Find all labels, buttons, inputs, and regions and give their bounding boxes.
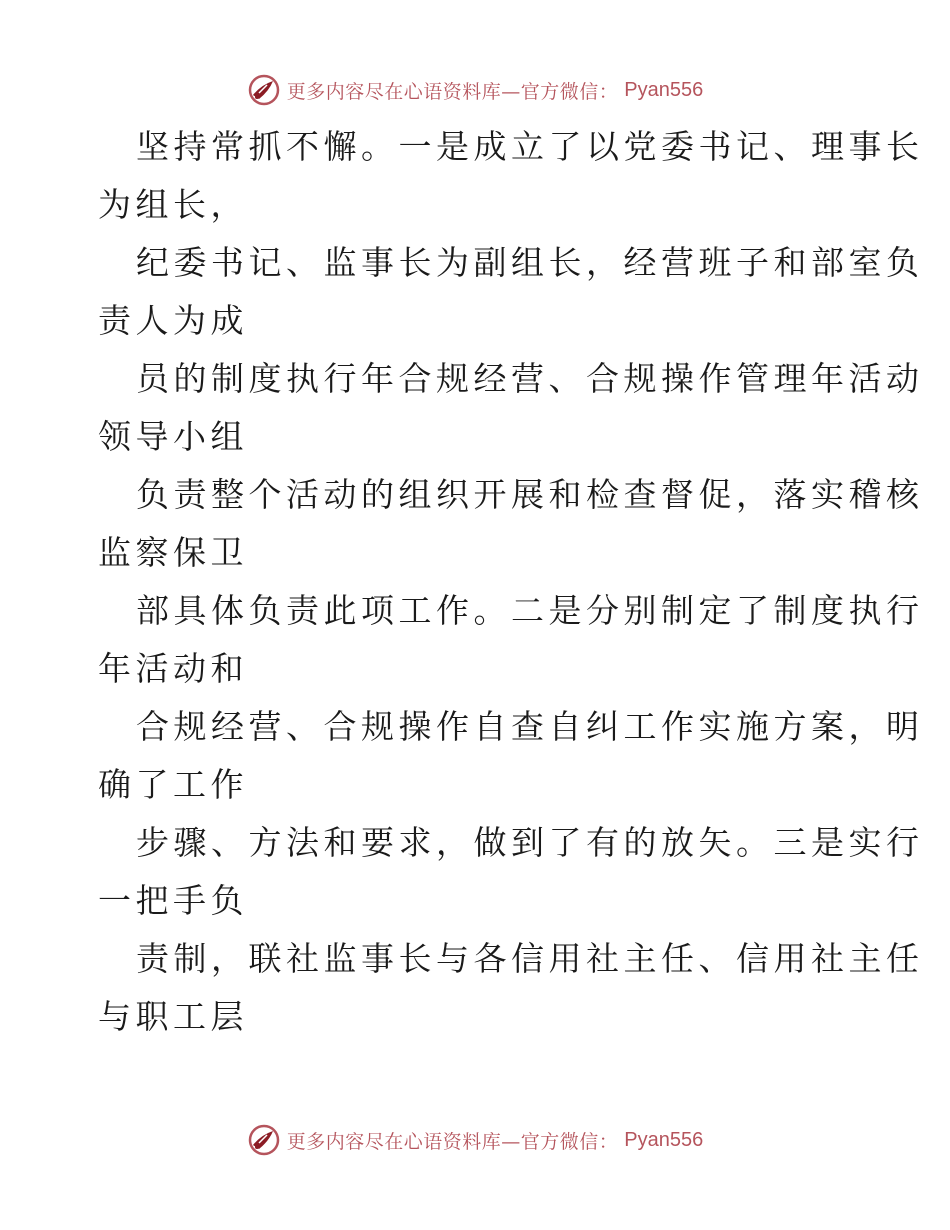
body-line: 责人为成 [98, 301, 248, 340]
body-line: 合规经营、合规操作自查自纠工作实施方案，明 [136, 707, 924, 746]
pen-logo-icon [247, 1123, 281, 1157]
body-line: 年活动和 [98, 649, 248, 688]
document-body [98, 118, 924, 1046]
footer-banner [0, 1120, 950, 1160]
pen-logo-icon [247, 73, 281, 107]
wechat-id: Pyan556 [624, 1128, 704, 1151]
body-line: 监察保卫 [98, 533, 248, 572]
body-line: 与职工层 [98, 997, 248, 1036]
banner-text: 更多内容尽在心语资料库—官方微信： [286, 80, 619, 103]
banner-text: 更多内容尽在心语资料库—官方微信： [286, 1130, 619, 1153]
body-line: 步骤、方法和要求，做到了有的放矢。三是实行 [136, 823, 924, 862]
body-line: 责制，联社监事长与各信用社主任、信用社主任 [136, 939, 924, 978]
body-line: 纪委书记、监事长为副组长，经营班子和部室负 [136, 243, 924, 282]
body-line: 领导小组 [98, 417, 248, 456]
body-line: 员的制度执行年合规经营、合规操作管理年活动 [136, 359, 924, 398]
body-line: 一把手负 [98, 881, 248, 920]
body-line: 负责整个活动的组织开展和检查督促，落实稽核 [136, 475, 924, 514]
body-line: 坚持常抓不懈。一是成立了以党委书记、理事长 [136, 127, 924, 166]
body-line: 确了工作 [98, 765, 248, 804]
body-line: 为组长， [98, 185, 248, 224]
wechat-id: Pyan556 [624, 78, 704, 101]
body-line: 部具体负责此项工作。二是分别制定了制度执行 [136, 591, 924, 630]
header-banner [0, 70, 950, 110]
